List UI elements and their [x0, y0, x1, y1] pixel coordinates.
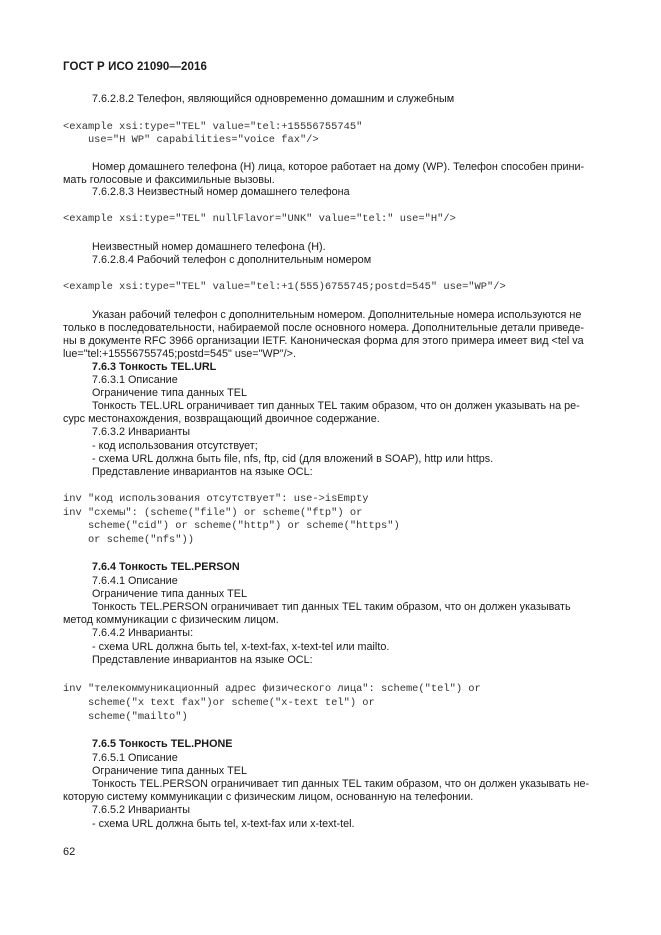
paragraph-line: Ограничение типа данных TEL: [92, 765, 247, 777]
subsection-heading: 7.6.3.2 Инварианты: [92, 426, 191, 438]
list-item: - схема URL должна быть tel, x-text-fax, x-text-tel или mailto.: [92, 641, 390, 653]
code-line: <example xsi:type="TEL" value="tel:+15556755745": [63, 121, 363, 133]
code-line: inv "схемы": (scheme("file") or scheme("ftp") or: [63, 507, 363, 519]
paragraph-line: метод коммуникации с физическим лицом.: [63, 614, 279, 626]
paragraph-line: Номер домашнего телефона (H) лица, которое работает на дому (WP). Телефон способен прини-: [92, 161, 585, 173]
paragraph-line: Ограничение типа данных TEL: [92, 387, 247, 399]
document-header: ГОСТ Р ИСО 21090—2016: [63, 61, 208, 73]
paragraph-line: Представление инвариантов на языке OCL:: [92, 654, 313, 666]
paragraph-line: ны в документе RFC 3966 организации IETF. Каноническая форма для этого примера имеет вид <tel va: [63, 335, 584, 347]
paragraph-line: сурс местонахождения, возвращающий двоичное содержание.: [63, 413, 380, 425]
page-number: 62: [63, 846, 76, 858]
paragraph-line: Представление инвариантов на языке OCL:: [92, 466, 313, 478]
paragraph-line: только в последовательности, набираемой после основного номера. Дополнительные детали приведе-: [63, 322, 584, 334]
paragraph-line: Тонкость TEL.URL ограничивает тип данных TEL таким образом, что он должен указывать на ре-: [92, 400, 580, 412]
code-line: scheme("mailto"): [63, 711, 188, 723]
subsection-heading: 7.6.5.2 Инварианты: [92, 804, 191, 816]
paragraph-line: мать голосовые и факсимильные вызовы.: [63, 174, 275, 186]
list-item: - схема URL должна быть file, nfs, ftp, cid (для вложений в SOAP), http или https.: [92, 453, 494, 465]
section-heading-7-6-3: 7.6.3 Тонкость TEL.URL: [92, 361, 217, 373]
code-line: use="H WP" capabilities="voice fax"/>: [63, 134, 319, 146]
subsection-heading: 7.6.4.1 Описание: [92, 575, 178, 587]
section-heading-7-6-2-8-4: 7.6.2.8.4 Рабочий телефон с дополнительным номером: [92, 254, 372, 266]
paragraph-line: lue="tel:+15556755745;postd=545" use="WP"/>.: [63, 348, 296, 360]
section-heading-7-6-5: 7.6.5 Тонкость TEL.PHONE: [92, 738, 233, 750]
list-item: - код использования отсутствует;: [92, 440, 258, 452]
code-line: inv "телекоммуникационный адрес физического лица": scheme("tel") or: [63, 683, 481, 695]
section-heading-7-6-2-8-3: 7.6.2.8.3 Неизвестный номер домашнего телефона: [92, 186, 350, 198]
section-heading-7-6-2-8-2: 7.6.2.8.2 Телефон, являющийся одновременно домашним и служебным: [92, 93, 455, 105]
code-line: scheme("cid") or scheme("http") or scheme("https"): [63, 520, 400, 532]
paragraph-line: которую систему коммуникации с физическим лицом, основанную на телефонии.: [63, 791, 474, 803]
paragraph-line: Тонкость TEL.PERSON ограничивает тип данных TEL таким образом, что он должен указывать не-: [92, 778, 590, 790]
list-item: - схема URL должна быть tel, x-text-fax или x-text-tel.: [92, 818, 355, 830]
paragraph-line: Ограничение типа данных TEL: [92, 588, 247, 600]
paragraph-line: Тонкость TEL.PERSON ограничивает тип данных TEL таким образом, что он должен указывать: [92, 601, 571, 613]
subsection-heading: 7.6.3.1 Описание: [92, 374, 178, 386]
paragraph-line: Указан рабочий телефон с дополнительным номером. Дополнительные номера используются не: [92, 309, 582, 321]
code-line: inv "код использования отсутствует": use->isEmpty: [63, 493, 369, 505]
subsection-heading: 7.6.4.2 Инварианты:: [92, 627, 194, 639]
code-line: scheme("x text fax")or scheme("x-text tel") or: [63, 697, 375, 709]
code-line: <example xsi:type="TEL" value="tel:+1(555)6755745;postd=545" use="WP"/>: [63, 281, 506, 293]
code-line: <example xsi:type="TEL" nullFlavor="UNK" value="tel:" use="H"/>: [63, 213, 456, 225]
section-heading-7-6-4: 7.6.4 Тонкость TEL.PERSON: [92, 561, 240, 573]
paragraph-line: Неизвестный номер домашнего телефона (H).: [92, 241, 326, 253]
code-line: or scheme("nfs")): [63, 534, 194, 546]
subsection-heading: 7.6.5.1 Описание: [92, 752, 178, 764]
